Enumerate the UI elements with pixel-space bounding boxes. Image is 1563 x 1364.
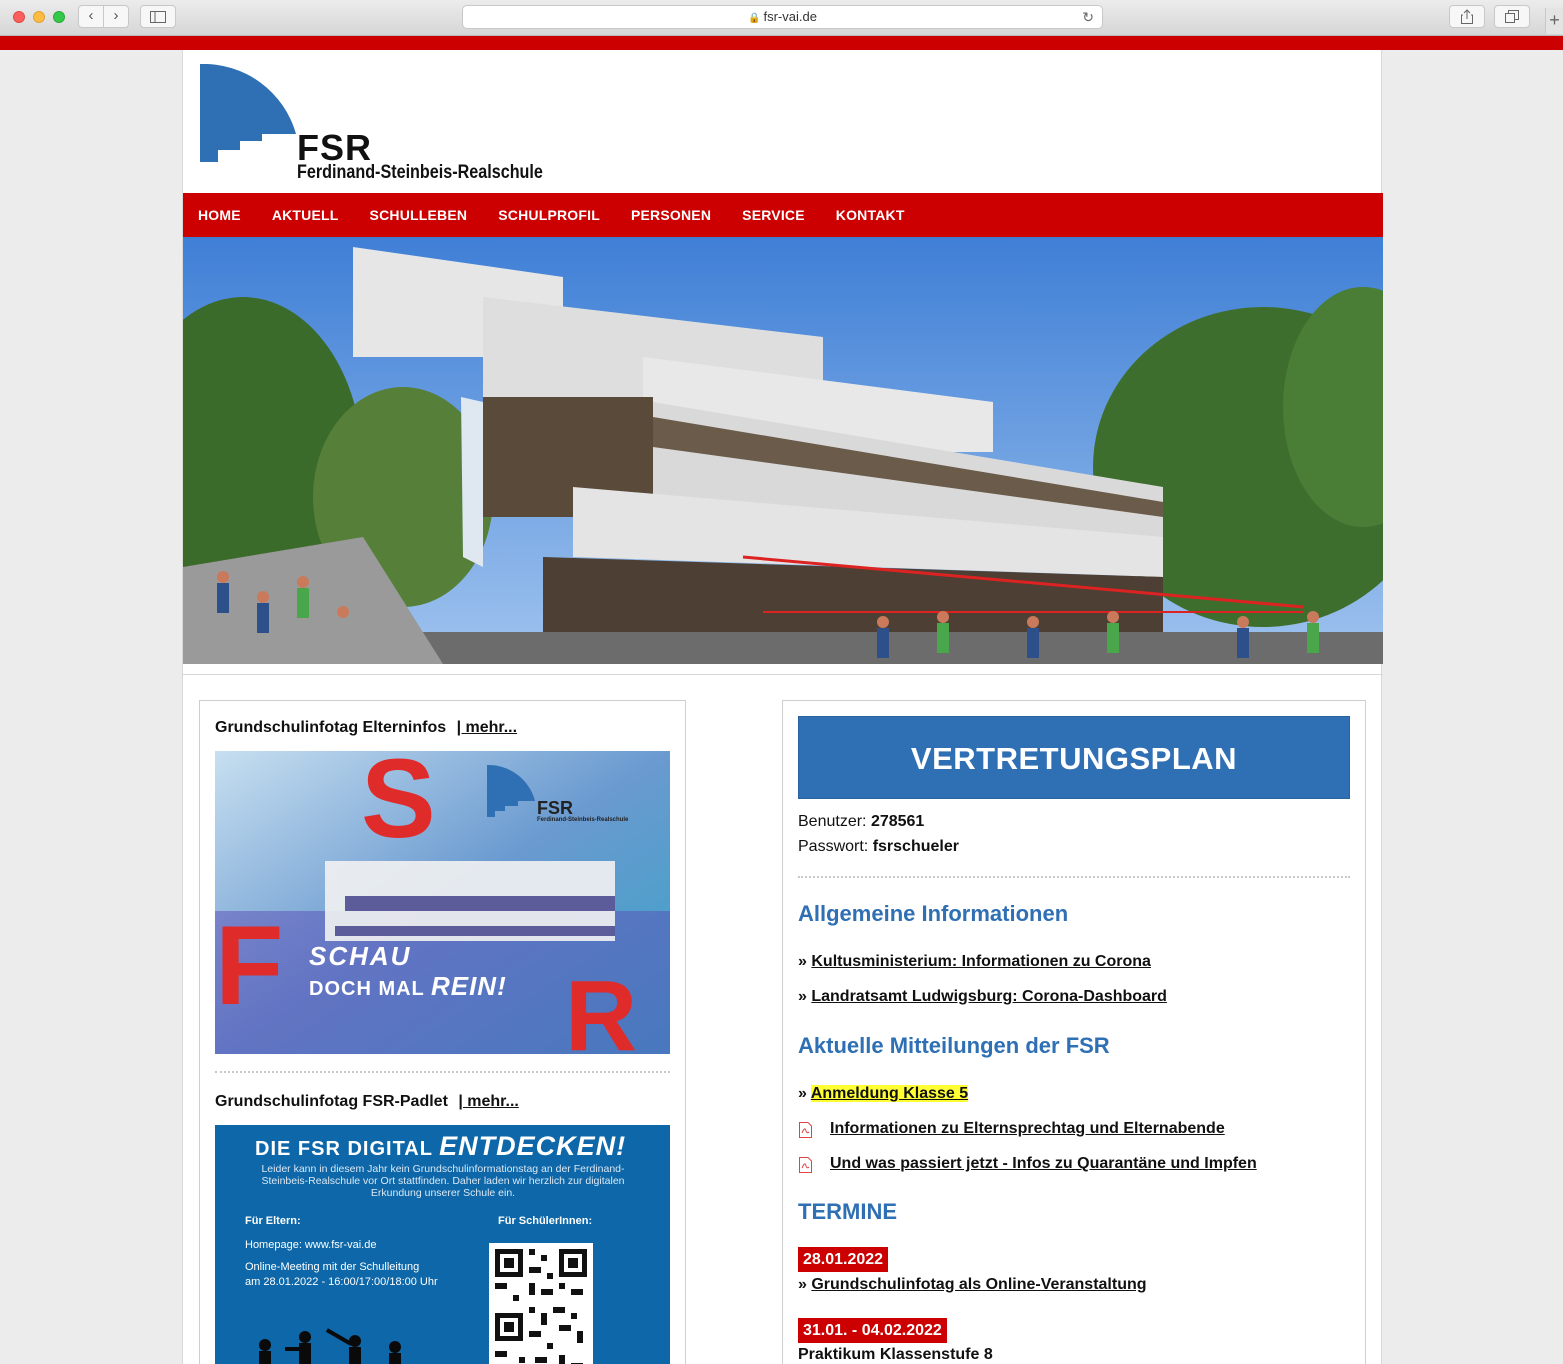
teaser-padlet [215,1093,519,1111]
close-window-button[interactable] [13,11,25,23]
top-red-bar [0,36,1563,50]
link-landratsamt[interactable] [798,988,1167,1006]
url-text: fsr-vai.de [763,9,817,24]
flyer2-col2-head: Für SchülerInnen: [498,1215,593,1227]
nav-item-aktuell[interactable]: AKTUELL [271,207,339,223]
sidebar-toggle-button[interactable] [140,5,176,28]
address-bar[interactable] [462,5,1103,29]
page-container [182,50,1382,1364]
vertretungsplan-button[interactable]: VERTRETUNGSPLAN [798,716,1350,799]
chevron-right-icon: › [113,7,119,24]
flyer-fsr-digital[interactable] [215,1125,670,1364]
pass-label: Passwort: [798,838,869,855]
qr-code-icon[interactable] [489,1243,593,1364]
nav-item-service[interactable]: SERVICE [742,207,805,223]
school-building-illustration [183,237,1383,664]
pdf-file-icon [799,1122,812,1138]
event-text[interactable]: Grundschulinfotag als Online-Veranstaltung [811,1276,1147,1293]
school-logo-icon[interactable] [200,64,296,162]
bullet: » [798,1276,807,1293]
nav-item-personen[interactable]: PERSONEN [630,207,712,223]
link-text[interactable]: Informationen zu Elternsprechtag und Elternabende [830,1120,1225,1137]
flyer-line-2b: REIN! [430,971,507,1001]
event-text: Praktikum Klassenstufe 8 [798,1346,993,1363]
event-praktikum [798,1346,993,1364]
teaser-elterninfos-more-link[interactable]: | mehr... [456,719,518,736]
back-button[interactable] [78,5,104,28]
share-button[interactable] [1449,5,1485,28]
credentials-password [798,838,959,856]
content-area [183,674,1383,1364]
teaser-padlet-more-link[interactable]: | mehr... [458,1093,519,1110]
show-tabs-button[interactable] [1494,5,1530,28]
pdf-file-icon [799,1157,812,1173]
zoom-window-button[interactable] [53,11,65,23]
bullet: » [798,1085,807,1102]
minimize-window-button[interactable] [33,11,45,23]
pass-value: fsrschueler [872,838,959,855]
browser-toolbar [0,0,1563,36]
flyer2-text: Leider kann in diesem Jahr kein Grundschulinformationstag an der Ferdinand-Steinbeis-Realschule vor Ort stattfinden. Daher laden wir herzlich zur digitalen Erkundung unserer Schule ein. [261,1163,625,1199]
divider [215,1071,670,1073]
link-text[interactable]: Kultusministerium: Informationen zu Corona [811,953,1151,970]
nav-item-kontakt[interactable]: KONTAKT [835,207,905,223]
user-label: Benutzer: [798,813,867,830]
flyer-letter-r: R [565,960,638,1054]
flyer-logo-full: Ferdinand-Steinbeis-Realschule [537,817,629,823]
divider [798,876,1350,878]
flyer-letter-s: S [361,751,436,861]
people-silhouettes-icon [245,1325,425,1364]
flyer-line-1: SCHAU [309,941,412,971]
bullet: » [798,953,807,970]
nav-item-schulleben[interactable]: SCHULLEBEN [369,207,468,223]
logo-text-short[interactable]: FSR [297,127,372,168]
flyer-logo-short: FSR [537,798,573,818]
share-icon [1461,9,1473,24]
user-value: 278561 [870,813,925,830]
link-text[interactable]: Landratsamt Ludwigsburg: Corona-Dashboard [811,988,1167,1005]
left-column [199,700,686,1364]
teaser-elterninfos [215,719,517,737]
flyer2-title-a: DIE FSR DIGITAL [255,1138,433,1160]
flyer2-title-b: ENTDECKEN! [439,1131,627,1161]
sidebar-icon [150,11,166,23]
teaser-elterninfos-title: Grundschulinfotag Elterninfos [215,719,447,736]
flyer2-title [255,1131,626,1162]
pdf-link-elternsprechtag[interactable] [830,1120,1225,1138]
link-text[interactable]: Und was passiert jetzt - Infos zu Quarantäne und Impfen [830,1155,1257,1172]
logo-text-full[interactable]: Ferdinand-Steinbeis-Realschule [297,162,543,183]
flyer2-col1-line1: Homepage: www.fsr-vai.de [245,1239,377,1251]
right-column [782,700,1366,1364]
section-heading-allgemein: Allgemeine Informationen [798,901,1069,926]
hero-school-photo [183,237,1383,664]
event-date-badge: 31.01. - 04.02.2022 [798,1318,947,1343]
section-heading-mitteilungen: Aktuelle Mitteilungen der FSR [798,1033,1110,1058]
reload-icon[interactable]: ↻ [1082,9,1094,25]
link-text[interactable]: Anmeldung Klasse 5 [810,1085,969,1102]
flyer-schau-doch-mal-rein[interactable] [215,751,670,1054]
nav-item-schulprofil[interactable]: SCHULPROFIL [498,207,600,223]
teaser-padlet-title: Grundschulinfotag FSR-Padlet [215,1093,448,1110]
credentials-user [798,813,924,831]
flyer-letter-f: F [215,903,284,1028]
link-anmeldung-klasse-5[interactable] [798,1085,968,1103]
link-kultusministerium[interactable] [798,953,1151,971]
main-navigation [183,193,1383,237]
flyer-line-2a: DOCH MAL [309,978,425,1000]
tabs-icon [1505,10,1519,23]
event-date-badge: 28.01.2022 [798,1247,888,1272]
pdf-link-quarantaene[interactable] [830,1155,1257,1173]
forward-button[interactable] [103,5,129,28]
event-grundschulinfotag[interactable] [798,1276,1147,1294]
flyer2-col1-head: Für Eltern: [245,1215,301,1227]
flyer2-col1-line2: Online-Meeting mit der Schulleitung [245,1261,420,1273]
section-heading-termine: TERMINE [798,1199,897,1224]
flyer-line-2 [309,971,507,1002]
chevron-left-icon: ‹ [88,7,94,24]
bullet: » [798,988,807,1005]
new-tab-button[interactable]: + [1545,8,1563,34]
nav-item-home[interactable]: HOME [198,207,241,223]
site-header [183,50,1383,193]
lock-icon: 🔒 [748,13,761,24]
flyer2-col1-line3: am 28.01.2022 - 16:00/17:00/18:00 Uhr [245,1276,438,1288]
